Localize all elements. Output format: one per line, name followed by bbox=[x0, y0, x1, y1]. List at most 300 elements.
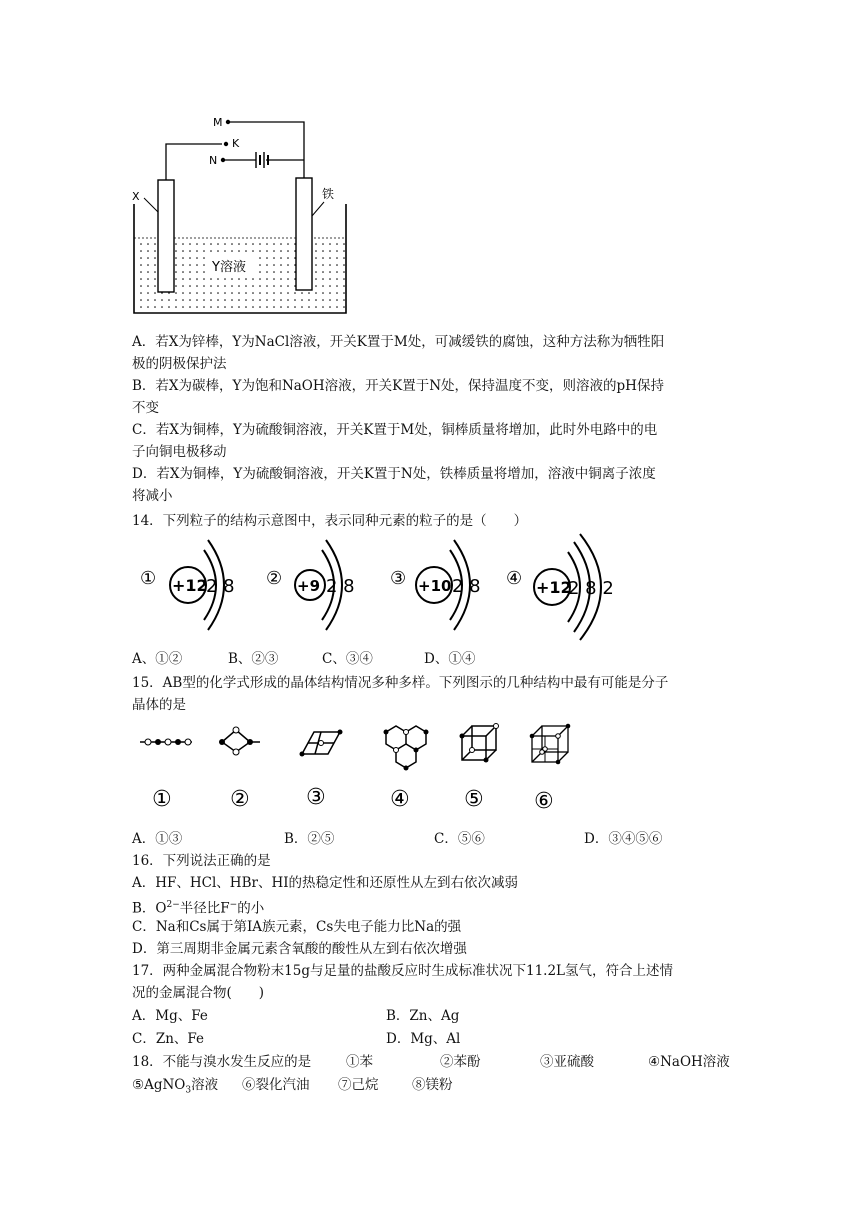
solution-dot bbox=[182, 271, 184, 273]
solution-dot bbox=[308, 292, 310, 294]
solution-dot bbox=[147, 264, 149, 266]
solution-dot bbox=[196, 271, 198, 273]
solution-dot bbox=[322, 306, 324, 308]
solution-dot bbox=[175, 271, 177, 273]
q16-option-b-sup: 2− bbox=[166, 900, 180, 910]
solution-dot bbox=[154, 278, 156, 280]
solution-dot bbox=[343, 243, 345, 245]
solution-dot bbox=[322, 271, 324, 273]
solution-dot bbox=[343, 264, 345, 266]
solution-dot bbox=[273, 257, 275, 259]
solution-dot bbox=[196, 292, 198, 294]
atom-3-shells: 2 8 bbox=[452, 576, 481, 597]
solution-dot bbox=[245, 306, 247, 308]
crystal-label-4: ④ bbox=[390, 787, 410, 812]
q17-option-c: C．Zn、Fe bbox=[132, 1031, 205, 1047]
q15-option-a: A．①③ bbox=[132, 831, 183, 847]
solution-dot bbox=[336, 278, 338, 280]
solution-dot bbox=[224, 299, 226, 301]
solution-dot bbox=[182, 306, 184, 308]
solution-dot bbox=[203, 278, 205, 280]
solution-dot bbox=[336, 271, 338, 273]
q15-option-c: C．⑤⑥ bbox=[434, 831, 485, 847]
contact-k bbox=[224, 142, 228, 146]
solution-dot bbox=[329, 257, 331, 259]
crystal-structure-6 bbox=[530, 724, 571, 765]
solution-dot bbox=[343, 257, 345, 259]
q16-option-b-post: 的小 bbox=[237, 900, 265, 917]
atom-1-shells: 2 8 bbox=[206, 576, 235, 597]
q16-option-a: A．HF、HCl、HBr、HI的热稳定性和还原性从左到右依次减弱 bbox=[132, 875, 519, 891]
atom-structure-3 bbox=[390, 540, 481, 630]
atom-3-nucleus: +10 bbox=[418, 577, 452, 595]
solution-dot bbox=[252, 285, 254, 287]
solution-dot bbox=[280, 257, 282, 259]
solution-dot bbox=[189, 285, 191, 287]
solution-dot bbox=[147, 257, 149, 259]
solution-dot bbox=[238, 278, 240, 280]
crystal-label-1: ① bbox=[152, 787, 172, 812]
crystal-label-2: ② bbox=[230, 787, 250, 812]
solution-dot bbox=[175, 306, 177, 308]
q17-stem-line1: 17．两种金属混合物粉末15g与足量的盐酸反应时生成标准状况下11.2L氢气，符合上述情 bbox=[132, 963, 674, 979]
crystal-label-6: ⑥ bbox=[534, 789, 554, 814]
solution-dot bbox=[140, 299, 142, 301]
solution-dot bbox=[287, 278, 289, 280]
solution-dot bbox=[154, 257, 156, 259]
solution-dot bbox=[280, 243, 282, 245]
solution-dot bbox=[329, 299, 331, 301]
solution-dot bbox=[329, 285, 331, 287]
solution-dot bbox=[154, 292, 156, 294]
solution-dot bbox=[294, 292, 296, 294]
solution-dot bbox=[210, 299, 212, 301]
solution-dot bbox=[266, 299, 268, 301]
solution-dot bbox=[154, 250, 156, 252]
q17-stem-line2: 况的金属混合物( ) bbox=[132, 985, 265, 1001]
solution-dot bbox=[182, 243, 184, 245]
solution-dot bbox=[147, 278, 149, 280]
solution-dot bbox=[245, 250, 247, 252]
solution-dot bbox=[287, 250, 289, 252]
q18-item-5 bbox=[132, 1076, 218, 1100]
solution-dot bbox=[245, 243, 247, 245]
solution-dot bbox=[203, 306, 205, 308]
atom-structure-4 bbox=[506, 534, 614, 640]
label-n: N bbox=[209, 154, 218, 167]
solution-dot bbox=[140, 243, 142, 245]
solution-dot bbox=[315, 264, 317, 266]
solution-dot bbox=[273, 278, 275, 280]
solution-dot bbox=[175, 264, 177, 266]
solution-dot bbox=[140, 306, 142, 308]
solution-dot bbox=[329, 243, 331, 245]
solution-dot bbox=[329, 264, 331, 266]
solution-dot bbox=[147, 292, 149, 294]
solution-dot bbox=[203, 285, 205, 287]
solution-dot bbox=[154, 306, 156, 308]
solution-dot bbox=[231, 278, 233, 280]
solution-dot bbox=[175, 243, 177, 245]
crystal-structure-4 bbox=[384, 726, 429, 771]
solution-dot bbox=[217, 285, 219, 287]
solution-dot bbox=[189, 292, 191, 294]
solution-dot bbox=[252, 292, 254, 294]
solution-dot bbox=[322, 299, 324, 301]
solution-dot bbox=[196, 250, 198, 252]
solution-dot bbox=[217, 243, 219, 245]
solution-dot bbox=[196, 299, 198, 301]
q13-option-a-line2: 极的阴极保护法 bbox=[132, 356, 227, 372]
solution-dot bbox=[140, 285, 142, 287]
solution-dot bbox=[147, 271, 149, 273]
solution-dot bbox=[336, 257, 338, 259]
solution-dot bbox=[301, 299, 303, 301]
solution-dot bbox=[189, 306, 191, 308]
solution-dot bbox=[203, 243, 205, 245]
solution-dot bbox=[224, 250, 226, 252]
solution-dot bbox=[224, 285, 226, 287]
solution-dot bbox=[273, 285, 275, 287]
solution-dot bbox=[182, 264, 184, 266]
q16-stem: 16．下列说法正确的是 bbox=[132, 853, 271, 869]
solution-dot bbox=[266, 306, 268, 308]
solution-dot bbox=[154, 264, 156, 266]
solution-dot bbox=[245, 278, 247, 280]
q13-option-c-line2: 子向铜电极移动 bbox=[132, 444, 227, 460]
solution-dot bbox=[329, 271, 331, 273]
q18-item-7: ⑦己烷 bbox=[338, 1077, 379, 1093]
solution-dot bbox=[259, 285, 261, 287]
q18-item-3: ③亚硫酸 bbox=[540, 1054, 594, 1070]
solution-dot bbox=[224, 278, 226, 280]
solution-dot bbox=[203, 257, 205, 259]
q13-option-b-line2: 不变 bbox=[132, 400, 159, 416]
label-k: K bbox=[232, 137, 240, 150]
solution-dot bbox=[196, 257, 198, 259]
crystal-structure-5 bbox=[460, 724, 499, 763]
solution-dot bbox=[154, 285, 156, 287]
atom-2-index: ② bbox=[266, 568, 283, 589]
crystal-structure-diagrams bbox=[130, 718, 590, 818]
solution-dot bbox=[231, 292, 233, 294]
q16-option-c: C．Na和Cs属于第ⅠA族元素，Cs失电子能力比Na的强 bbox=[132, 919, 462, 935]
solution-dot bbox=[231, 306, 233, 308]
atom-structure-1 bbox=[140, 540, 235, 630]
q18-item-5-sub: 3 bbox=[185, 1085, 192, 1096]
label-x: X bbox=[132, 190, 140, 203]
solution-dot bbox=[182, 292, 184, 294]
solution-dot bbox=[154, 299, 156, 301]
q14-stem: 14．下列粒子的结构示意图中，表示同种元素的粒子的是（ ） bbox=[132, 513, 528, 529]
solution-dot bbox=[182, 299, 184, 301]
solution-dot bbox=[280, 278, 282, 280]
solution-dot bbox=[322, 278, 324, 280]
solution-dot bbox=[252, 306, 254, 308]
q16-option-b-pre: B．O bbox=[132, 900, 167, 917]
solution-dot bbox=[266, 264, 268, 266]
solution-dot bbox=[280, 271, 282, 273]
solution-dot bbox=[259, 257, 261, 259]
solution-dot bbox=[231, 285, 233, 287]
q13-option-b-line1: B．若X为碳棒，Y为饱和NaOH溶液，开关K置于N处，保持温度不变，则溶液的pH保持 bbox=[132, 378, 664, 394]
solution-dot bbox=[252, 243, 254, 245]
solution-dot bbox=[287, 257, 289, 259]
solution-dot bbox=[252, 250, 254, 252]
solution-dot bbox=[203, 299, 205, 301]
solution-dot bbox=[294, 299, 296, 301]
solution-dot bbox=[224, 292, 226, 294]
solution-dot bbox=[343, 250, 345, 252]
solution-dot bbox=[203, 271, 205, 273]
q18-item-5-pre: ⑤AgNO bbox=[132, 1077, 186, 1093]
atom-1-nucleus: +12 bbox=[172, 576, 208, 595]
atom-4-nucleus: +12 bbox=[536, 578, 572, 597]
solution-dot bbox=[189, 257, 191, 259]
q15-stem-line1: 15．AB型的化学式形成的晶体结构情况多种多样。下列图示的几种结构中最有可能是分子 bbox=[132, 675, 669, 691]
solution-dot bbox=[217, 278, 219, 280]
solution-dot bbox=[217, 250, 219, 252]
q18-stem: 18．不能与溴水发生反应的是 bbox=[132, 1054, 312, 1070]
solution-dot bbox=[210, 278, 212, 280]
q16-option-b-sup2: − bbox=[229, 900, 238, 910]
solution-dot bbox=[259, 271, 261, 273]
solution-dot bbox=[252, 299, 254, 301]
solution-dot bbox=[336, 306, 338, 308]
q18-item-1: ①苯 bbox=[346, 1054, 373, 1070]
q14-option-c: C、③④ bbox=[322, 651, 373, 667]
solution-dot bbox=[147, 243, 149, 245]
solution-dot bbox=[140, 292, 142, 294]
solution-dot bbox=[224, 243, 226, 245]
solution-dot bbox=[287, 264, 289, 266]
solution-dot bbox=[182, 250, 184, 252]
solution-dot bbox=[315, 278, 317, 280]
wire-m bbox=[230, 122, 304, 178]
solution-dot bbox=[315, 292, 317, 294]
q14-option-a: A、①② bbox=[132, 651, 183, 667]
solution-dot bbox=[273, 250, 275, 252]
solution-dot bbox=[329, 278, 331, 280]
solution-dot bbox=[301, 306, 303, 308]
solution-dot bbox=[266, 250, 268, 252]
solution-dot bbox=[140, 257, 142, 259]
solution-dot bbox=[315, 243, 317, 245]
q15-option-b: B．②⑤ bbox=[284, 831, 335, 847]
solution-dot bbox=[343, 306, 345, 308]
label-solution: Y溶液 bbox=[212, 260, 246, 275]
solution-dot bbox=[343, 292, 345, 294]
solution-dot bbox=[329, 250, 331, 252]
solution-dot bbox=[280, 285, 282, 287]
contact-n bbox=[221, 158, 225, 162]
solution-dot bbox=[287, 271, 289, 273]
solution-dot bbox=[203, 264, 205, 266]
solution-dot bbox=[315, 271, 317, 273]
solution-dot bbox=[266, 292, 268, 294]
solution-dot bbox=[182, 278, 184, 280]
q13-option-c-line1: C．若X为铜棒，Y为硫酸铜溶液，开关K置于M处，铜棒质量将增加，此时外电路中的电 bbox=[132, 422, 658, 438]
solution-dot bbox=[210, 243, 212, 245]
solution-dot bbox=[189, 299, 191, 301]
solution-dot bbox=[147, 250, 149, 252]
solution-dot bbox=[315, 250, 317, 252]
solution-dot bbox=[273, 306, 275, 308]
solution-dot bbox=[140, 264, 142, 266]
q18-item-4: ④NaOH溶液 bbox=[648, 1054, 730, 1070]
solution-dot bbox=[322, 257, 324, 259]
solution-dot bbox=[210, 306, 212, 308]
solution-dot bbox=[280, 250, 282, 252]
solution-dot bbox=[308, 299, 310, 301]
solution-dot bbox=[336, 250, 338, 252]
solution-dot bbox=[203, 250, 205, 252]
atom-4-shells: 2 8 2 bbox=[568, 578, 614, 599]
solution-dot bbox=[189, 278, 191, 280]
solution-dot bbox=[322, 292, 324, 294]
crystal-label-3: ③ bbox=[306, 785, 326, 810]
solution-dot bbox=[343, 271, 345, 273]
solution-dot bbox=[196, 285, 198, 287]
q14-option-d: D、①④ bbox=[424, 651, 476, 667]
solution-dot bbox=[273, 271, 275, 273]
solution-dot bbox=[238, 243, 240, 245]
solution-dot bbox=[336, 285, 338, 287]
solution-dot bbox=[273, 243, 275, 245]
solution-dot bbox=[175, 285, 177, 287]
q18-item-5-post: 溶液 bbox=[191, 1077, 219, 1093]
solution-dot bbox=[308, 306, 310, 308]
q17-option-b: B．Zn、Ag bbox=[386, 1008, 460, 1024]
solution-dot bbox=[217, 306, 219, 308]
solution-dot bbox=[189, 264, 191, 266]
solution-dot bbox=[203, 292, 205, 294]
label-m: M bbox=[213, 116, 223, 129]
q15-option-d: D．③④⑤⑥ bbox=[584, 831, 663, 847]
solution-dot bbox=[147, 299, 149, 301]
solution-dot bbox=[287, 243, 289, 245]
q13-option-d-line2: 将减小 bbox=[132, 488, 173, 504]
solution-dot bbox=[140, 271, 142, 273]
solution-dot bbox=[224, 306, 226, 308]
solution-dot bbox=[210, 292, 212, 294]
solution-dot bbox=[266, 278, 268, 280]
solution-dot bbox=[154, 243, 156, 245]
solution-dot bbox=[266, 271, 268, 273]
solution-dot bbox=[273, 264, 275, 266]
q16-option-d: D．第三周期非金属元素含氧酸的酸性从左到右依次增强 bbox=[132, 941, 467, 957]
solution-dot bbox=[175, 250, 177, 252]
q17-option-d: D．Mg、Al bbox=[386, 1031, 461, 1047]
solution-dot bbox=[301, 292, 303, 294]
solution-dot bbox=[280, 299, 282, 301]
solution-dot bbox=[294, 306, 296, 308]
solution-dot bbox=[238, 285, 240, 287]
solution-dot bbox=[336, 264, 338, 266]
solution-dot bbox=[315, 285, 317, 287]
solution-dot bbox=[182, 285, 184, 287]
solution-dot bbox=[343, 299, 345, 301]
q18-item-6: ⑥裂化汽油 bbox=[242, 1077, 310, 1093]
solution-dot bbox=[147, 306, 149, 308]
electrolysis-circuit-diagram bbox=[120, 108, 360, 318]
solution-dot bbox=[280, 264, 282, 266]
q15-stem-line2: 晶体的是 bbox=[132, 697, 186, 713]
solution-dot bbox=[259, 250, 261, 252]
atom-3-index: ③ bbox=[390, 568, 407, 589]
solution-dot bbox=[210, 285, 212, 287]
solution-dot bbox=[231, 243, 233, 245]
solution-dot bbox=[329, 306, 331, 308]
solution-dot bbox=[280, 306, 282, 308]
atom-1-index: ① bbox=[140, 568, 157, 589]
crystal-label-5: ⑤ bbox=[464, 787, 484, 812]
solution-dot bbox=[322, 285, 324, 287]
solution-dot bbox=[266, 285, 268, 287]
solution-dot bbox=[259, 264, 261, 266]
solution-dot bbox=[175, 257, 177, 259]
solution-dot bbox=[217, 299, 219, 301]
q16-option-b-mid: 半径比F bbox=[179, 900, 230, 917]
solution-dot bbox=[287, 306, 289, 308]
q13-option-a-line1: A．若X为锌棒，Y为NaCl溶液，开关K置于M处，可减缓铁的腐蚀，这种方法称为牺牲阳 bbox=[132, 334, 665, 350]
solution-dot bbox=[238, 292, 240, 294]
solution-dot bbox=[259, 292, 261, 294]
q14-option-b: B、②③ bbox=[228, 651, 279, 667]
solution-dot bbox=[231, 299, 233, 301]
atom-2-shells: 2 8 bbox=[326, 576, 355, 597]
solution-dot bbox=[322, 250, 324, 252]
q18-item-8: ⑧镁粉 bbox=[412, 1077, 453, 1093]
solution-dot bbox=[273, 299, 275, 301]
solution-dot bbox=[168, 299, 170, 301]
solution-dot bbox=[336, 299, 338, 301]
solution-dot bbox=[245, 292, 247, 294]
crystal-structure-3 bbox=[300, 730, 343, 757]
solution-dot bbox=[210, 250, 212, 252]
crystal-structure-2 bbox=[219, 727, 260, 755]
q17-option-a: A．Mg、Fe bbox=[132, 1008, 208, 1024]
solution-dot bbox=[259, 306, 261, 308]
solution-dot bbox=[287, 285, 289, 287]
solution-dot bbox=[287, 292, 289, 294]
solution-dot bbox=[259, 243, 261, 245]
solution-dot bbox=[238, 299, 240, 301]
solution-dot bbox=[336, 243, 338, 245]
solution-dot bbox=[217, 292, 219, 294]
solution-dot bbox=[322, 243, 324, 245]
q13-option-d-line1: D．若X为铜棒，Y为硫酸铜溶液，开关K置于N处，铁棒质量将增加，溶液中铜离子浓度 bbox=[132, 466, 656, 482]
electrode-x bbox=[158, 180, 174, 292]
solution-dot bbox=[266, 243, 268, 245]
solution-dot bbox=[161, 299, 163, 301]
solution-dot bbox=[182, 257, 184, 259]
solution-dot bbox=[140, 278, 142, 280]
solution-dot bbox=[189, 250, 191, 252]
solution-dot bbox=[196, 278, 198, 280]
solution-dot bbox=[231, 250, 233, 252]
solution-dot bbox=[280, 292, 282, 294]
atomic-structure-diagrams bbox=[128, 530, 628, 645]
solution-dot bbox=[147, 285, 149, 287]
solution-dot bbox=[322, 264, 324, 266]
solution-dot bbox=[329, 292, 331, 294]
solution-dot bbox=[161, 306, 163, 308]
solution-dot bbox=[175, 278, 177, 280]
solution-dot bbox=[343, 285, 345, 287]
solution-dot bbox=[196, 306, 198, 308]
solution-dot bbox=[315, 299, 317, 301]
